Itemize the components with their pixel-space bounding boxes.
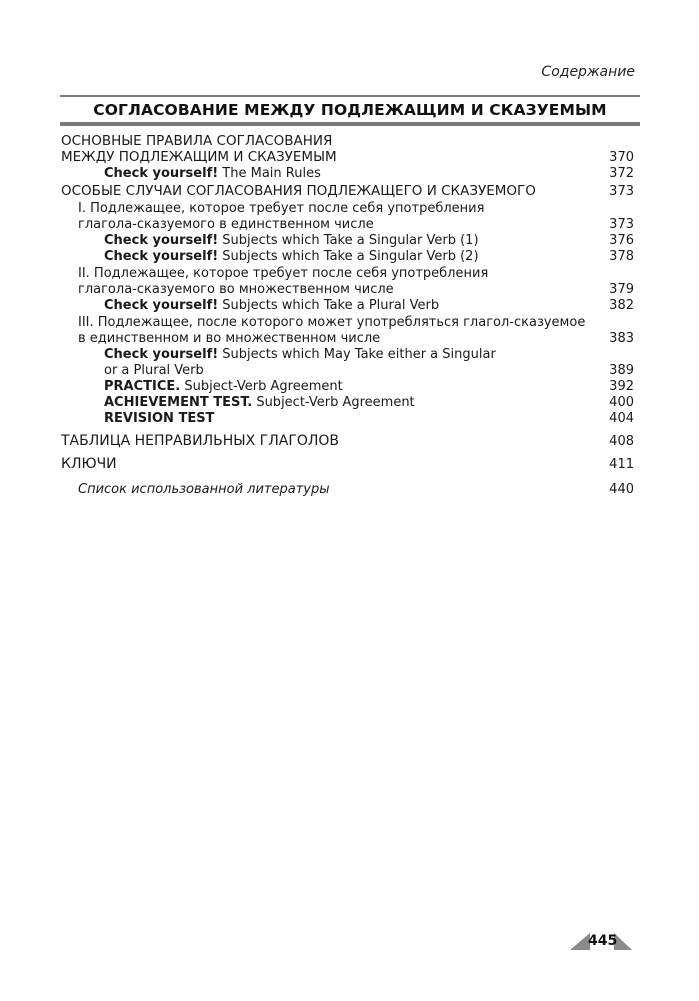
toc-entry-text: ТАБЛИЦА НЕПРАВИЛЬНЫХ ГЛАГОЛОВ bbox=[61, 433, 340, 449]
toc-entry-bold: Check yourself! bbox=[104, 166, 219, 181]
toc-entry-text bbox=[104, 378, 343, 395]
toc-page-number: 372 bbox=[609, 166, 634, 181]
toc-row bbox=[0, 183, 699, 200]
toc-page-number: 382 bbox=[609, 298, 634, 313]
toc-page-number: 400 bbox=[609, 395, 634, 410]
toc-row bbox=[0, 481, 699, 498]
toc-row bbox=[0, 378, 699, 395]
toc-page-number: 376 bbox=[609, 233, 634, 248]
toc-entry-text bbox=[104, 165, 321, 182]
toc-page-number: 392 bbox=[609, 379, 634, 394]
toc-entry-text: ОСОБЫЕ СЛУЧАИ СОГЛАСОВАНИЯ ПОДЛЕЖАЩЕГО И СКАЗУЕМОГО bbox=[61, 183, 536, 199]
toc-entry-rest: Subjects which Take a Singular Verb (1) bbox=[218, 233, 479, 248]
toc-entry-text: Список использованной литературы bbox=[78, 482, 330, 497]
toc-entry-text bbox=[104, 346, 496, 363]
toc-row bbox=[0, 248, 699, 265]
toc-row bbox=[0, 216, 699, 233]
toc-entry-text: КЛЮЧИ bbox=[61, 456, 117, 472]
toc-entry-text: в единственном и во множественном числе bbox=[78, 331, 381, 346]
toc-row bbox=[0, 149, 699, 166]
toc-entry-text bbox=[104, 394, 415, 411]
toc-row bbox=[0, 281, 699, 298]
toc-entry-rest: Subjects which Take a Plural Verb bbox=[218, 298, 440, 313]
toc-page-number: 373 bbox=[609, 184, 634, 199]
toc-row bbox=[0, 410, 699, 427]
toc-row bbox=[0, 297, 699, 314]
toc-entry-text: ОСНОВНЫЕ ПРАВИЛА СОГЛАСОВАНИЯ bbox=[61, 133, 333, 149]
toc-entry-bold: PRACTICE. bbox=[104, 379, 181, 394]
triangle-left-icon bbox=[570, 933, 590, 950]
toc-row bbox=[0, 362, 699, 379]
toc-entry-bold: ACHIEVEMENT TEST. bbox=[104, 395, 253, 410]
toc-page-number: 370 bbox=[609, 150, 634, 165]
toc-entry-bold: Check yourself! bbox=[104, 298, 219, 313]
toc-row bbox=[0, 346, 699, 363]
toc-page-number: 378 bbox=[609, 249, 634, 264]
toc-page-number: 379 bbox=[609, 282, 634, 297]
toc-entry-rest: Subjects which May Take either a Singular bbox=[218, 347, 496, 362]
toc-row bbox=[0, 165, 699, 182]
toc-entry-text: or a Plural Verb bbox=[104, 363, 204, 378]
toc-entry-text bbox=[104, 248, 479, 265]
toc-entry-text: I. Подлежащее, которое требует после себя употребления bbox=[78, 201, 485, 216]
toc-entry-bold: Check yourself! bbox=[104, 233, 219, 248]
toc-entry-text bbox=[104, 297, 439, 314]
toc-row bbox=[0, 433, 699, 450]
toc-entry-rest: Subject-Verb Agreement bbox=[180, 379, 343, 394]
toc-page-number: 408 bbox=[609, 434, 634, 449]
toc-page-number: 411 bbox=[609, 457, 634, 472]
toc-row bbox=[0, 394, 699, 411]
toc-row bbox=[0, 200, 699, 217]
toc-row bbox=[0, 330, 699, 347]
toc-entry-text: III. Подлежащее, после которого может употребляться глагол-сказуемое bbox=[78, 315, 586, 330]
toc-page-number: 404 bbox=[609, 411, 634, 426]
toc-entry-bold: REVISION TEST bbox=[104, 411, 215, 426]
toc-entry-rest: The Main Rules bbox=[218, 166, 321, 181]
toc-row bbox=[0, 456, 699, 473]
toc-entry-bold: Check yourself! bbox=[104, 249, 219, 264]
toc-entry-text: глагола-сказуемого в единственном числе bbox=[78, 217, 374, 232]
toc-row bbox=[0, 314, 699, 331]
toc-entry-text bbox=[104, 232, 479, 249]
toc-row bbox=[0, 265, 699, 282]
page-number-badge bbox=[570, 930, 632, 952]
toc-entry-rest: Subject-Verb Agreement bbox=[252, 395, 415, 410]
toc-row bbox=[0, 232, 699, 249]
toc-entry-rest: Subjects which Take a Singular Verb (2) bbox=[218, 249, 479, 264]
toc-page-number: 389 bbox=[609, 363, 634, 378]
toc-entry-text: II. Подлежащее, которое требует после себя употребления bbox=[78, 266, 489, 281]
toc-entry-text bbox=[104, 410, 214, 427]
running-header: Содержание bbox=[541, 64, 635, 80]
section-title: СОГЛАСОВАНИЕ МЕЖДУ ПОДЛЕЖАЩИМ И СКАЗУЕМЫМ bbox=[60, 95, 640, 126]
toc-page-number: 373 bbox=[609, 217, 634, 232]
toc-row bbox=[0, 133, 699, 150]
toc-page-number: 440 bbox=[609, 482, 634, 497]
toc-entry-bold: Check yourself! bbox=[104, 347, 219, 362]
toc-entry-text: МЕЖДУ ПОДЛЕЖАЩИМ И СКАЗУЕМЫМ bbox=[61, 149, 337, 165]
toc-page-number: 383 bbox=[609, 331, 634, 346]
page-number: 445 bbox=[588, 933, 618, 949]
toc-entry-text: глагола-сказуемого во множественном числе bbox=[78, 282, 394, 297]
